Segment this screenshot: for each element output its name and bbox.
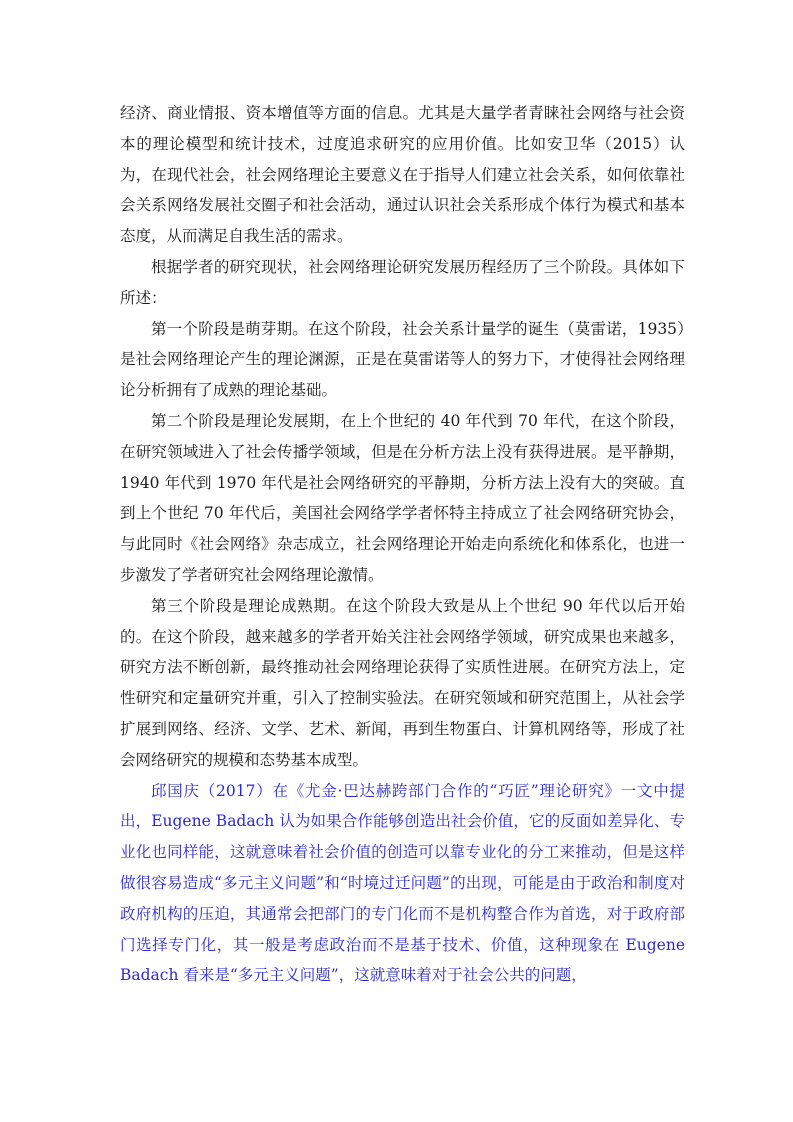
paragraph-6: 邱国庆（2017）在《尤金·巴达赫跨部门合作的“巧匠”理论研究》一文中提出，Eugene Badach 认为如果合作能够创造出社会价值，它的反面如差异化、专业化也同样能，这就意味着社会价值的创造可以靠专业化的分工来推动，但是这样做很容易造成“多元主义问题”和“时境过迁问题”的出现，可能是由于政治和制度对政府机构的压迫，其通常会把部门的专门化而不是机构整合作为首选，对于政府部门选择专门化，其一般是考虑政治而不是基于技术、价值，这种现象在 Eugene Badach 看来是“多元主义问题”，这就意味着对于社会公共的问题，: [120, 781, 685, 985]
paragraph-1: 经济、商业情报、资本增值等方面的信息。尤其是大量学者青睐社会网络与社会资本的理论模型和统计技术，过度追求研究的应用价值。比如安卫华（2015）认为，在现代社会，社会网络理论主要意义在于指导人们建立社会关系，如何依靠社会关系网络发展社交圈子和社会活动，通过认识社会关系形成个体行为模式和基本态度，从而满足自我生活的需求。: [120, 104, 685, 246]
paragraph-3: 第一个阶段是萌芽期。在这个阶段，社会关系计量学的诞生（莫雷诺，1935）是社会网络理论产生的理论渊源，正是在莫雷诺等人的努力下，才使得社会网络理论分析拥有了成熟的理论基础。: [120, 319, 685, 400]
paragraph-5: 第三个阶段是理论成熟期。在这个阶段大致是从上个世纪 90 年代以后开始的。在这个阶段，越来越多的学者开始关注社会网络学领域，研究成果也来越多，研究方法不断创新，最终推动社会网络理论获得了实质性进展。在研究方法上，定性研究和定量研究并重，引入了控制实验法。在研究领域和研究范围上，从社会学扩展到网络、经济、文学、艺术、新闻，再到生物蛋白、计算机网络等，形成了社会网络研究的规模和态势基本成型。: [120, 596, 685, 769]
paragraph-2: 根据学者的研究现状，社会网络理论研究发展历程经历了三个阶段。具体如下所述：: [120, 257, 685, 307]
document-page: [120, 98, 685, 991]
paragraph-4: 第二个阶段是理论发展期，在上个世纪的 40 年代到 70 年代，在这个阶段，在研究领域进入了社会传播学领域，但是在分析方法上没有获得进展。是平静期，1940 年代到 1970 年代是社会网络研究的平静期，分析方法上没有大的突破。直到上个世纪 70 年代后，美国社会网络学学者怀特主持成立了社会网络研究协会，与此同时《社会网络》杂志成立，社会网络理论开始走向系统化和体系化，也进一步激发了学者研究社会网络理论激情。: [120, 411, 685, 584]
